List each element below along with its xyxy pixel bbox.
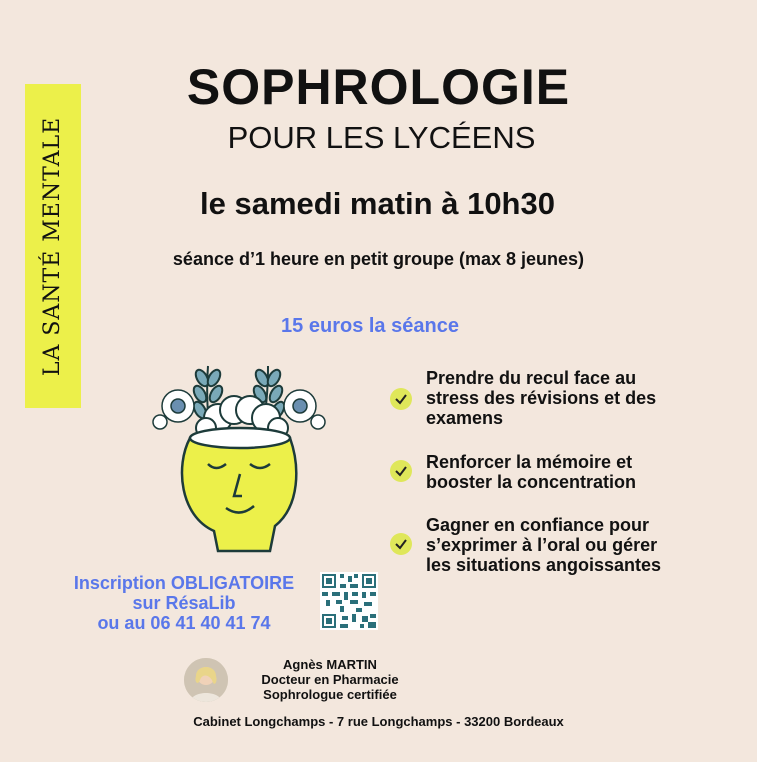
benefit-text — [426, 452, 636, 492]
practitioner-title: Docteur en Pharmacie — [261, 672, 399, 687]
benefit-text — [426, 368, 656, 428]
avatar-photo — [184, 658, 228, 702]
practitioner-title: Sophrologue certifiée — [263, 687, 397, 702]
benefit-line: Gagner en confiance pour — [426, 515, 650, 535]
session-description: séance d’1 heure en petit groupe (max 8 jeunes) — [172, 249, 585, 269]
check-icon — [390, 460, 412, 482]
head-flowers-illustration — [150, 356, 330, 556]
benefit-line: stress des révisions et des — [426, 388, 657, 408]
benefit-text — [426, 515, 661, 575]
benefit-item-1 — [390, 368, 720, 428]
side-banner-label: LA SANTÉ MENTALE — [40, 116, 66, 376]
benefit-line: Prendre du recul face au — [426, 368, 637, 388]
practitioner-info — [240, 657, 420, 702]
benefit-item-2 — [390, 452, 720, 492]
page-title: SOPHROLOGIE — [186, 59, 571, 115]
benefit-line: les situations angoissantes — [426, 555, 662, 575]
address: Cabinet Longchamps - 7 rue Longchamps - 33200 Bordeaux — [193, 714, 564, 729]
benefit-line: booster la concentration — [426, 472, 637, 492]
qr-code-icon[interactable] — [320, 572, 378, 630]
inscription-line[interactable]: sur RésaLib — [132, 593, 236, 613]
session-price: 15 euros la séance — [281, 315, 459, 337]
benefit-item-3 — [390, 515, 720, 575]
practitioner-name: Agnès MARTIN — [283, 657, 377, 672]
check-icon — [390, 533, 412, 555]
benefit-line: Renforcer la mémoire et — [426, 452, 633, 472]
inscription-info — [54, 573, 314, 633]
page-subtitle: POUR LES LYCÉENS — [227, 120, 536, 155]
inscription-line: Inscription OBLIGATOIRE — [73, 573, 295, 593]
benefit-line: examens — [426, 408, 504, 428]
inscription-phone[interactable]: ou au 06 41 40 41 74 — [97, 613, 271, 633]
check-icon — [390, 388, 412, 410]
benefit-line: s’exprimer à l’oral ou gérer — [426, 535, 658, 555]
session-time: le samedi matin à 10h30 — [200, 186, 555, 221]
